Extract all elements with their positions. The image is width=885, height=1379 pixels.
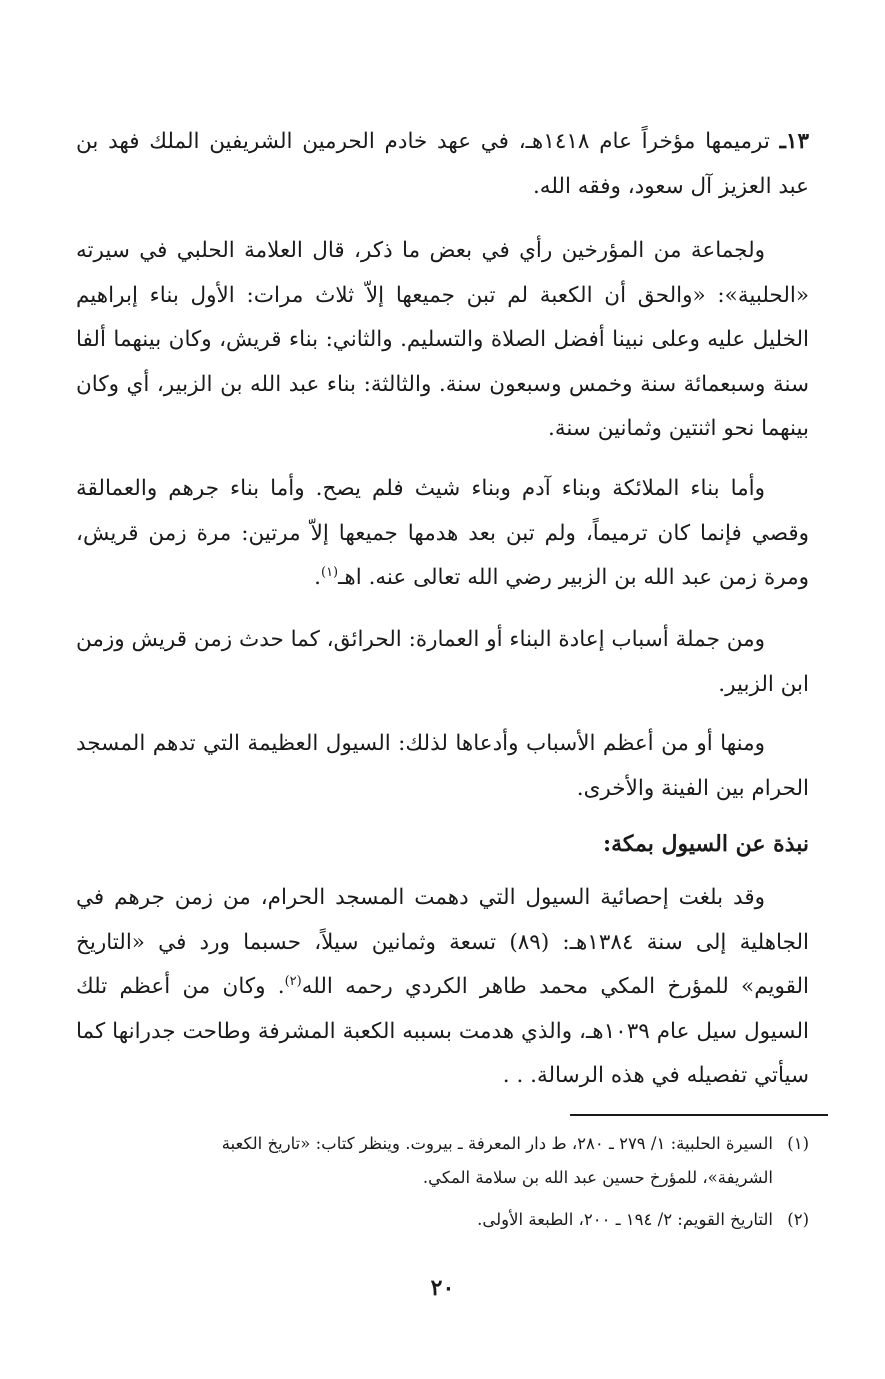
paragraph-fires: ومن جملة أسباب إعادة البناء أو العمارة: الحرائق، كما حدث زمن قريش وزمن ابن الزبير. [76, 627, 809, 697]
footnote-2-line1: التاريخ القويم: ٢/ ١٩٤ ـ ٢٠٠، الطبعة الأولى. [477, 1210, 773, 1229]
page-number: ٢٠ [430, 1275, 455, 1301]
list-item-13 [76, 120, 809, 209]
footnote-1-number: (١) [787, 1134, 809, 1153]
paragraph-halabi-quote: ولجماعة من المؤرخين رأي في بعض ما ذكر، قال العلامة الحلبي في سيرته «الحلبية»: «والحق أن الكعبة لم تبن جميعها إلاّ ثلاث مرات: الأول بناء إبراهيم الخليل عليه وعلى نبينا أفضل الصلاة والتسليم. والثاني: بناء قريش، وكان بينهما ألفا سنة وسبعمائة سنة وخمس وسبعون سنة. والثالثة: بناء عبد الله بن الزبير، أي وكان بينهما نحو اثنتين وثمانين سنة. [76, 238, 809, 441]
footnote-ref-2: (٢) [284, 973, 302, 989]
footnote-ref-1: (١) [320, 564, 339, 580]
paragraph-floods: ومنها أو من أعظم الأسباب وأدعاها لذلك: السيول العظيمة التي تدهم المسجد الحرام بين الفينة والأخرى. [76, 731, 809, 801]
paragraph-rebuilds [76, 467, 809, 601]
footnote-1 [76, 1127, 809, 1161]
paragraph-flood-stats-text: وقد بلغت إحصائية السيول التي دهمت المسجد الحرام، من زمن جرهم في الجاهلية إلى سنة ١٣٨٤هـ: (٨٩) تسعة وثمانين سيلاً، حسبما ورد في «التاريخ القويم» للمؤرخ المكي محمد طاهر الكردي رحمه الله [76, 885, 809, 999]
footnote-2-number: (٢) [787, 1210, 809, 1229]
list-item-number: ١٣ـ [779, 129, 810, 154]
section-heading: نبذة عن السيول بمكة: [602, 831, 809, 857]
footnote-2 [76, 1203, 809, 1237]
footnote-1-continuation: الشريفة»، للمؤرخ حسين عبد الله بن سلامة المكي. [422, 1168, 773, 1187]
footnote-divider [570, 1114, 828, 1116]
paragraph-flood-stats-end: . وكان من أعظم تلك السيول سيل عام ١٠٣٩هـ، والذي هدمت بسببه الكعبة المشرفة وطاحت جدرانها كما سيأتي تفصيله في هذه الرسالة. . . [76, 974, 809, 1088]
paragraph-rebuilds-text: وأما بناء الملائكة وبناء آدم وبناء شيث فلم يصح. وأما بناء جرهم والعمالقة وقصي فإنما كان ترميماً، ولم تبن بعد هدمها جميعها إلاّ مرتين: مرة زمن قريش، ومرة زمن عبد الله بن الزبير رضي الله تعالى عنه. اهـ [76, 476, 809, 590]
footnote-1-line1: السيرة الحلبية: ١/ ٢٧٩ ـ ٢٨٠، ط دار المعرفة ـ بيروت. وينظر كتاب: «تاريخ الكعبة [221, 1134, 773, 1153]
paragraph-flood-stats [76, 876, 809, 1099]
paragraph-rebuilds-end: . [314, 565, 321, 590]
list-item-text: ترميمها مؤخراً عام ١٤١٨هـ، في عهد خادم الحرمين الشريفين الملك فهد بن عبد العزيز آل سعود، وفقه الله. [76, 129, 809, 199]
